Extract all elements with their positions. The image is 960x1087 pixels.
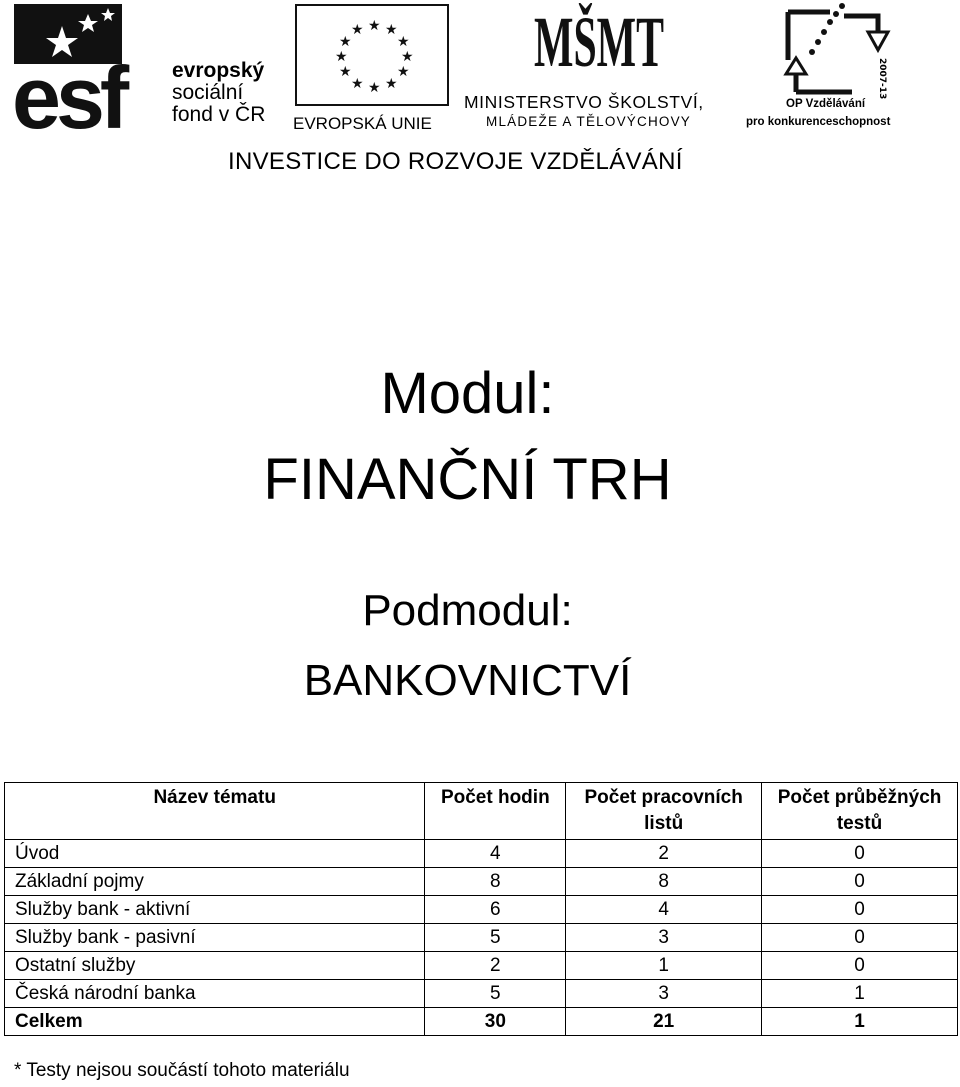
svg-text:★: ★ [335,49,348,65]
cell-name: Česká národní banka [5,980,425,1008]
header-name: Název tématu [5,783,425,840]
cell-tests: 0 [762,952,958,980]
svg-text:★: ★ [397,64,410,80]
table-row [5,840,958,868]
header-hours: Počet hodin [425,783,566,840]
cell-name: Služby bank - aktivní [5,896,425,924]
cell-tests: 0 [762,896,958,924]
svg-text:★: ★ [368,18,381,34]
cell-hours: 5 [425,980,566,1008]
svg-text:★: ★ [397,34,410,50]
op-line1: OP Vzdělávání [786,98,866,110]
cell-sheets: 4 [566,896,762,924]
svg-text:★: ★ [351,76,364,92]
logo-bar [0,0,960,190]
msmt-mark-icon [534,0,666,92]
podmodul-name: BANKOVNICTVÍ [303,656,632,705]
op-logo [746,0,926,135]
svg-text:★: ★ [339,64,352,80]
cell-hours: 6 [425,896,566,924]
cell-hours: 2 [425,952,566,980]
total-label: Celkem [5,1008,425,1036]
total-tests: 1 [762,1008,958,1036]
svg-text:★: ★ [351,22,364,38]
header-sheets: Počet pracovních listů [566,783,762,840]
modul-label: Modul: [380,361,555,426]
podmodul-label: Podmodul: [362,586,573,635]
cell-name: Úvod [5,840,425,868]
svg-text:★: ★ [385,22,398,38]
cell-tests: 0 [762,868,958,896]
esf-line3: fond v ČR [172,103,266,126]
footnote: * Testy nejsou součástí tohoto materiálu [14,1060,350,1081]
msmt-logo [462,0,742,135]
svg-text:2007-13: 2007-13 [877,58,887,100]
esf-mark-icon [12,4,164,147]
esf-caption [172,60,265,126]
esf-logo [12,4,284,147]
cell-name: Ostatní služby [5,952,425,980]
msmt-line2: MLÁDEŽE A TĚLOVÝCHOVY [486,114,692,129]
table-row [5,980,958,1008]
cell-sheets: 8 [566,868,762,896]
topics-table [4,782,958,1036]
msmt-line1: MINISTERSTVO ŠKOLSTVÍ, [464,92,704,112]
table-row [5,952,958,980]
cell-hours: 8 [425,868,566,896]
cell-tests: 0 [762,840,958,868]
modul-name: FINANČNÍ TRH [263,447,672,512]
eu-logo [293,4,453,134]
table-total-row [5,1008,958,1036]
table-row [5,924,958,952]
title-block [0,358,935,710]
cell-hours: 5 [425,924,566,952]
cell-tests: 0 [762,924,958,952]
table-row [5,868,958,896]
svg-text:MŠMT: MŠMT [534,2,664,82]
svg-text:★: ★ [368,80,381,96]
cell-sheets: 2 [566,840,762,868]
cell-name: Základní pojmy [5,868,425,896]
svg-text:★: ★ [339,34,352,50]
op-line2: pro konkurenceschopnost [746,116,891,128]
table-row [5,896,958,924]
eu-caption: EVROPSKÁ UNIE [293,114,432,133]
cell-sheets: 1 [566,952,762,980]
esf-line2: sociální [172,81,244,104]
eu-flag-icon [295,4,449,106]
svg-text:★: ★ [401,49,414,65]
cell-hours: 4 [425,840,566,868]
total-sheets: 21 [566,1008,762,1036]
esf-line1: evropský [172,59,265,82]
svg-text:esf: esf [12,48,125,147]
svg-text:★: ★ [385,76,398,92]
cell-sheets: 3 [566,980,762,1008]
cell-tests: 1 [762,980,958,1008]
op-mark-icon [782,2,892,98]
slogan: INVESTICE DO ROZVOJE VZDĚLÁVÁNÍ [228,148,683,175]
cell-name: Služby bank - pasivní [5,924,425,952]
table-header-row [5,783,958,840]
header-tests: Počet průběžných testů [762,783,958,840]
total-hours: 30 [425,1008,566,1036]
cell-sheets: 3 [566,924,762,952]
